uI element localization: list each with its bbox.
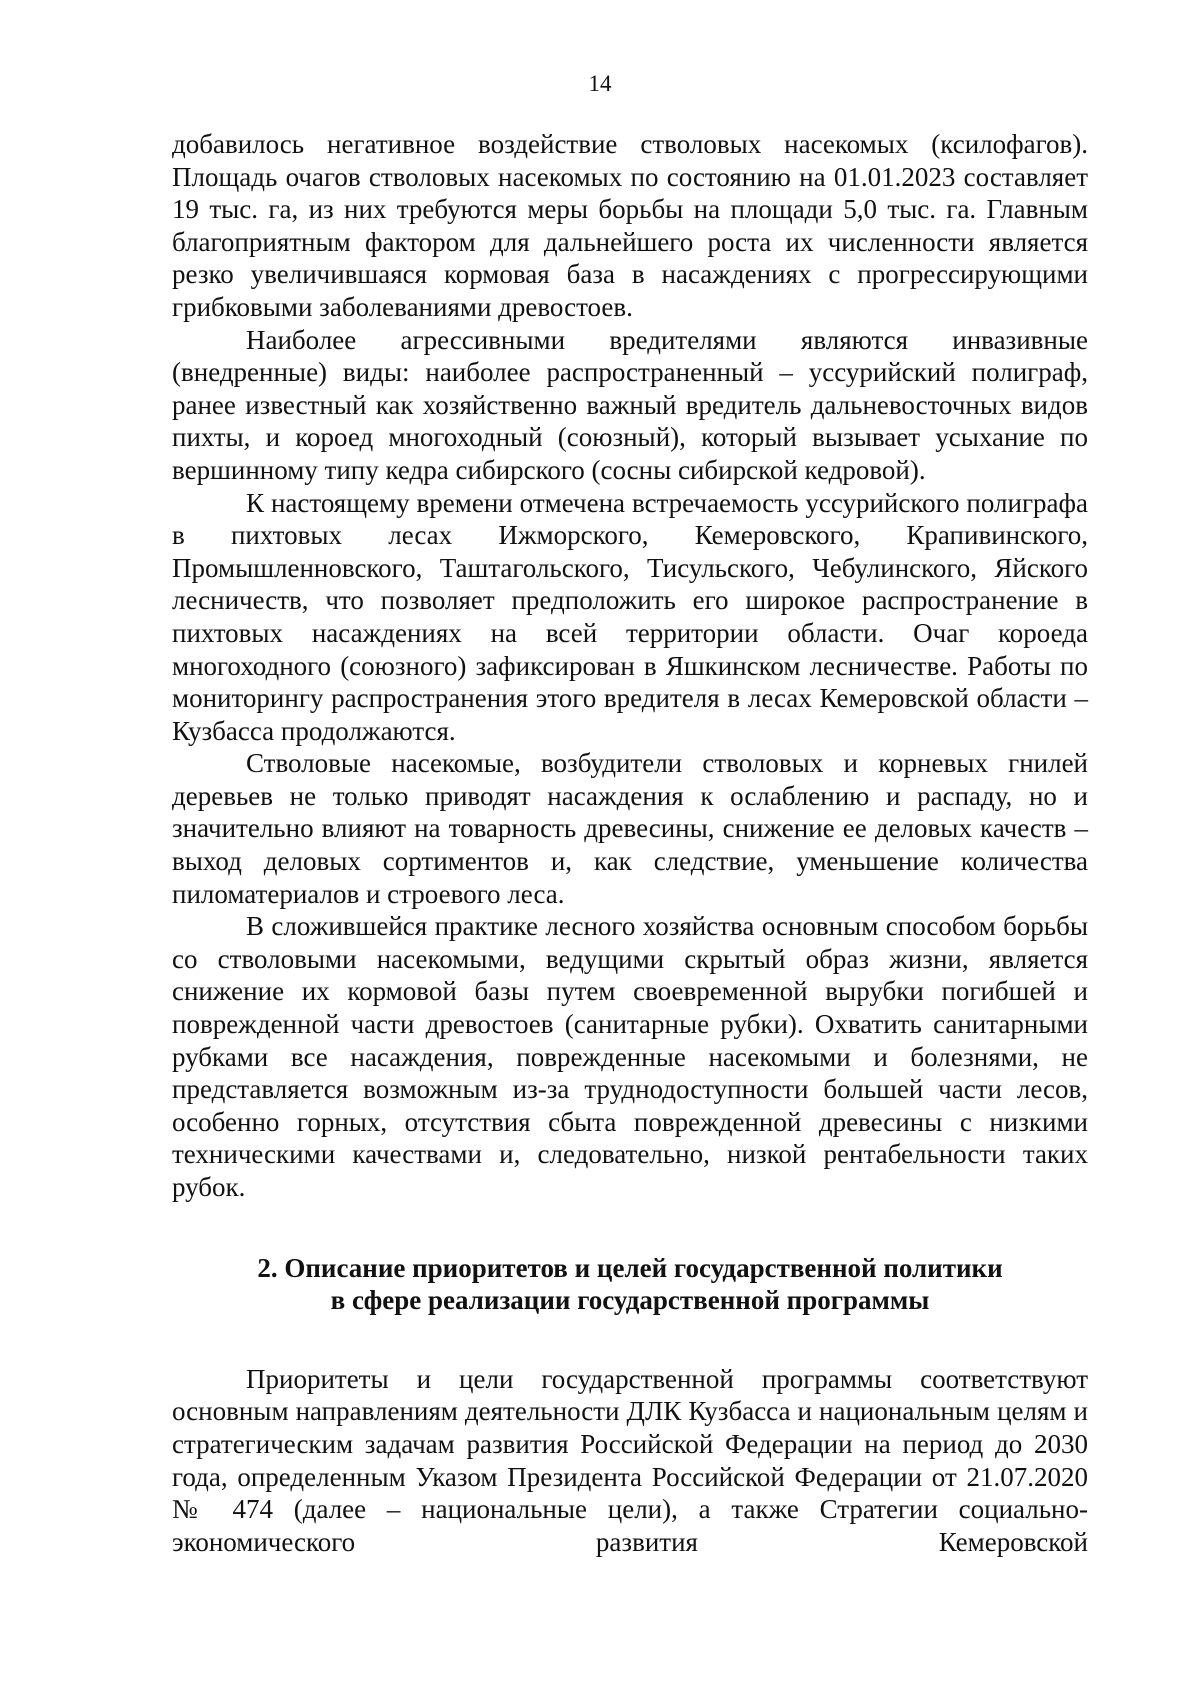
- paragraph-continuation: добавилось негативное воздействие стволовых насекомых (ксилофагов). Площадь очагов стволовых насекомых по состоянию на 01.01.2023 составляет 19 тыс. га, из них требуются меры борьбы на площади 5,0 тыс. га. Главным благоприятным фактором для дальнейшего роста их численности является резко увеличившаяся кормовая база в насаждениях с прогрессирующими грибковыми заболеваниями древостоев.: [172, 129, 1088, 322]
- paragraph-invasive-pests: Наиболее агрессивными вредителями являются инвазивные (внедренные) виды: наиболее распространенный – уссурийский полиграф, ранее известный как хозяйственно важный вредитель дальневосточных видов пихты, и короед многоходный (союзный), который вызывает усыхание по вершинному типу кедра сибирского (сосны сибирской кедровой).: [172, 324, 1088, 485]
- page-body: [172, 128, 1088, 1558]
- paragraph-polygraph-distribution: К настоящему времени отмечена встречаемость уссурийского полиграфа в пихтовых лесах Ижморского, Кемеровского, Крапивинского, Промышленновского, Таштагольского, Тисульского, Чебулинского, Яйского лесничеств, что позволяет предположить его широкое распространение в пихтовых насаждениях на всей территории области. Очаг короеда многоходного (союзного) зафиксирован в Яшкинском лесничестве. Работы по мониторингу распространения этого вредителя в лесах Кемеровской области – Кузбасса продолжаются.: [172, 487, 1088, 746]
- paragraph-wood-quality: Стволовые насекомые, возбудители стволовых и корневых гнилей деревьев не только приводят насаждения к ослаблению и распаду, но и значительно влияют на товарность древесины, снижение ее деловых качеств – выход деловых сортиментов и, как следствие, уменьшение количества пиломатериалов и строевого леса.: [172, 748, 1088, 909]
- paragraph-priorities: Приоритеты и цели государственной программы соответствуют основным направлениям деятельности ДЛК Кузбасса и национальным целям и стратегическим задачам развития Российской Федерации на период до 2030 года, определенным Указом Президента Российской Федерации от 21.07.2020 № 474 (далее – национальные цели), а также Стратегии социально-экономического развития Кемеровской: [172, 1363, 1088, 1557]
- section-heading-line-1: 2. Описание приоритетов и целей государственной политики: [257, 1252, 1003, 1283]
- page-number: 14: [588, 71, 612, 96]
- section-heading-line-2: в сфере реализации государственной программы: [330, 1285, 930, 1316]
- paragraph-sanitary-felling: В сложившейся практике лесного хозяйства основным способом борьбы со стволовыми насекомыми, ведущими скрытый образ жизни, является снижение их кормовой базы путем своевременной вырубки погибшей и поврежденной части древостоев (санитарные рубки). Охватить санитарными рубками все насаждения, поврежденные насекомыми и болезнями, не представляется возможным из-за труднодоступности большей части лесов, особенно горных, отсутствия сбыта поврежденной древесины с низкими техническими качествами и, следовательно, низкой рентабельности таких рубок.: [172, 911, 1088, 1202]
- section-heading: [172, 1252, 1088, 1317]
